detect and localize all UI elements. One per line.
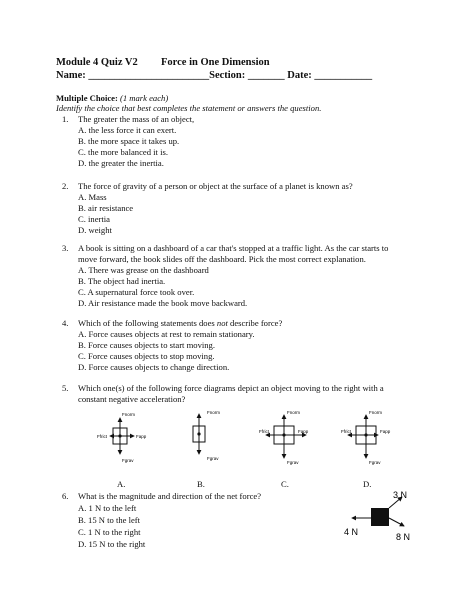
question-text: move forward, the book slides off the dashboard. Pick the most correct explanation.	[78, 254, 366, 264]
label-applied: Fapp	[136, 434, 147, 439]
question-number: 4.	[62, 318, 69, 328]
label-normal: Fnorm	[122, 412, 136, 417]
question-text: constant negative acceleration?	[78, 394, 186, 404]
diagram-letter-a: A.	[117, 479, 126, 489]
label-friction: Ffrict	[341, 429, 351, 434]
label-normal: Fnorm	[207, 410, 221, 415]
label-friction: Ffrict	[97, 434, 107, 439]
label-gravity: Fgrav	[287, 460, 299, 465]
section-instructions: Identify the choice that best completes the statement or answers the question.	[56, 103, 322, 113]
force-diagram-d	[341, 410, 391, 465]
force-diagram-c	[259, 410, 309, 465]
answer-option: C. the more balanced it is.	[78, 147, 168, 157]
question-text-emphasis: not	[216, 318, 228, 328]
question-number: 3.	[62, 243, 69, 253]
force-arrow-right	[389, 518, 404, 526]
label-friction: Ffrict	[259, 429, 269, 434]
force-label-4n: 4 N	[344, 527, 359, 537]
force-diagram-a	[97, 412, 147, 463]
section-marks: (1 mark each)	[119, 93, 169, 103]
force-label-8n: 8 N	[396, 532, 411, 542]
question-text	[78, 318, 282, 328]
question-text: The greater the mass of an object,	[78, 114, 195, 124]
diagram-letter-b: B.	[197, 479, 205, 489]
question-number: 2.	[62, 181, 69, 191]
label-normal: Fnorm	[369, 410, 383, 415]
answer-option: A. the less force it can exert.	[78, 125, 177, 135]
answer-option: A. There was grease on the dashboard	[78, 265, 209, 275]
question-text: The force of gravity of a person or object at the surface of a planet is known as?	[78, 181, 353, 191]
quiz-title-line	[56, 57, 270, 68]
label-gravity: Fgrav	[369, 460, 381, 465]
question-number: 5.	[62, 383, 69, 393]
question-text-part: describe force?	[227, 318, 283, 328]
question-text-part: Which of the following statements does	[78, 318, 217, 328]
question-text: What is the magnitude and direction of the net force?	[78, 491, 262, 501]
label-gravity: Fgrav	[122, 458, 134, 463]
answer-option: A. Force causes objects at rest to remain stationary.	[78, 329, 255, 339]
question-number: 1.	[62, 114, 69, 124]
diagram-letter-c: C.	[281, 479, 289, 489]
force-diagram-b	[193, 410, 220, 461]
answer-option: B. The object had inertia.	[78, 276, 166, 286]
student-info-line: Name: _______________________Section: _______ Date: ___________	[56, 70, 373, 81]
question-number: 6.	[62, 491, 69, 501]
answer-option: D. weight	[78, 225, 112, 235]
force-diagrams	[0, 400, 474, 490]
answer-option: D. Force causes objects to change direction.	[78, 362, 230, 372]
quiz-topic-title: Force in One Dimension	[161, 57, 270, 68]
answer-option: A. Mass	[78, 192, 107, 202]
question-text: A book is sitting on a dashboard of a car that's stopped at a traffic light. As the car starts to	[78, 243, 389, 253]
answer-option: C. Force causes objects to stop moving.	[78, 351, 215, 361]
answer-option: C. A supernatural force took over.	[78, 287, 195, 297]
answer-option: C. 1 N to the right	[78, 527, 141, 537]
net-force-figure	[336, 488, 456, 548]
label-applied: Fapp	[298, 429, 309, 434]
answer-option: D. Air resistance made the book move backward.	[78, 298, 248, 308]
object-block	[371, 508, 389, 526]
force-label-3n: 3 N	[393, 490, 408, 500]
label-normal: Fnorm	[287, 410, 301, 415]
answer-option: D. the greater the inertia.	[78, 158, 164, 168]
label-gravity: Fgrav	[207, 456, 219, 461]
answer-option: A. 1 N to the left	[78, 503, 137, 513]
quiz-module-title: Module 4 Quiz V2	[56, 57, 138, 68]
answer-option: C. inertia	[78, 214, 110, 224]
answer-option: B. Force causes objects to start moving.	[78, 340, 215, 350]
question-text: Which one(s) of the following force diagrams depict an object moving to the right with a	[78, 383, 384, 393]
section-title: Multiple Choice:	[56, 93, 118, 103]
answer-option: B. 15 N to the left	[78, 515, 141, 525]
answer-option: B. the more space it takes up.	[78, 136, 180, 146]
label-applied: Fapp	[380, 429, 391, 434]
answer-option: D. 15 N to the right	[78, 539, 146, 549]
answer-option: B. air resistance	[78, 203, 134, 213]
diagram-letter-d: D.	[363, 479, 372, 489]
section-heading	[56, 93, 168, 103]
